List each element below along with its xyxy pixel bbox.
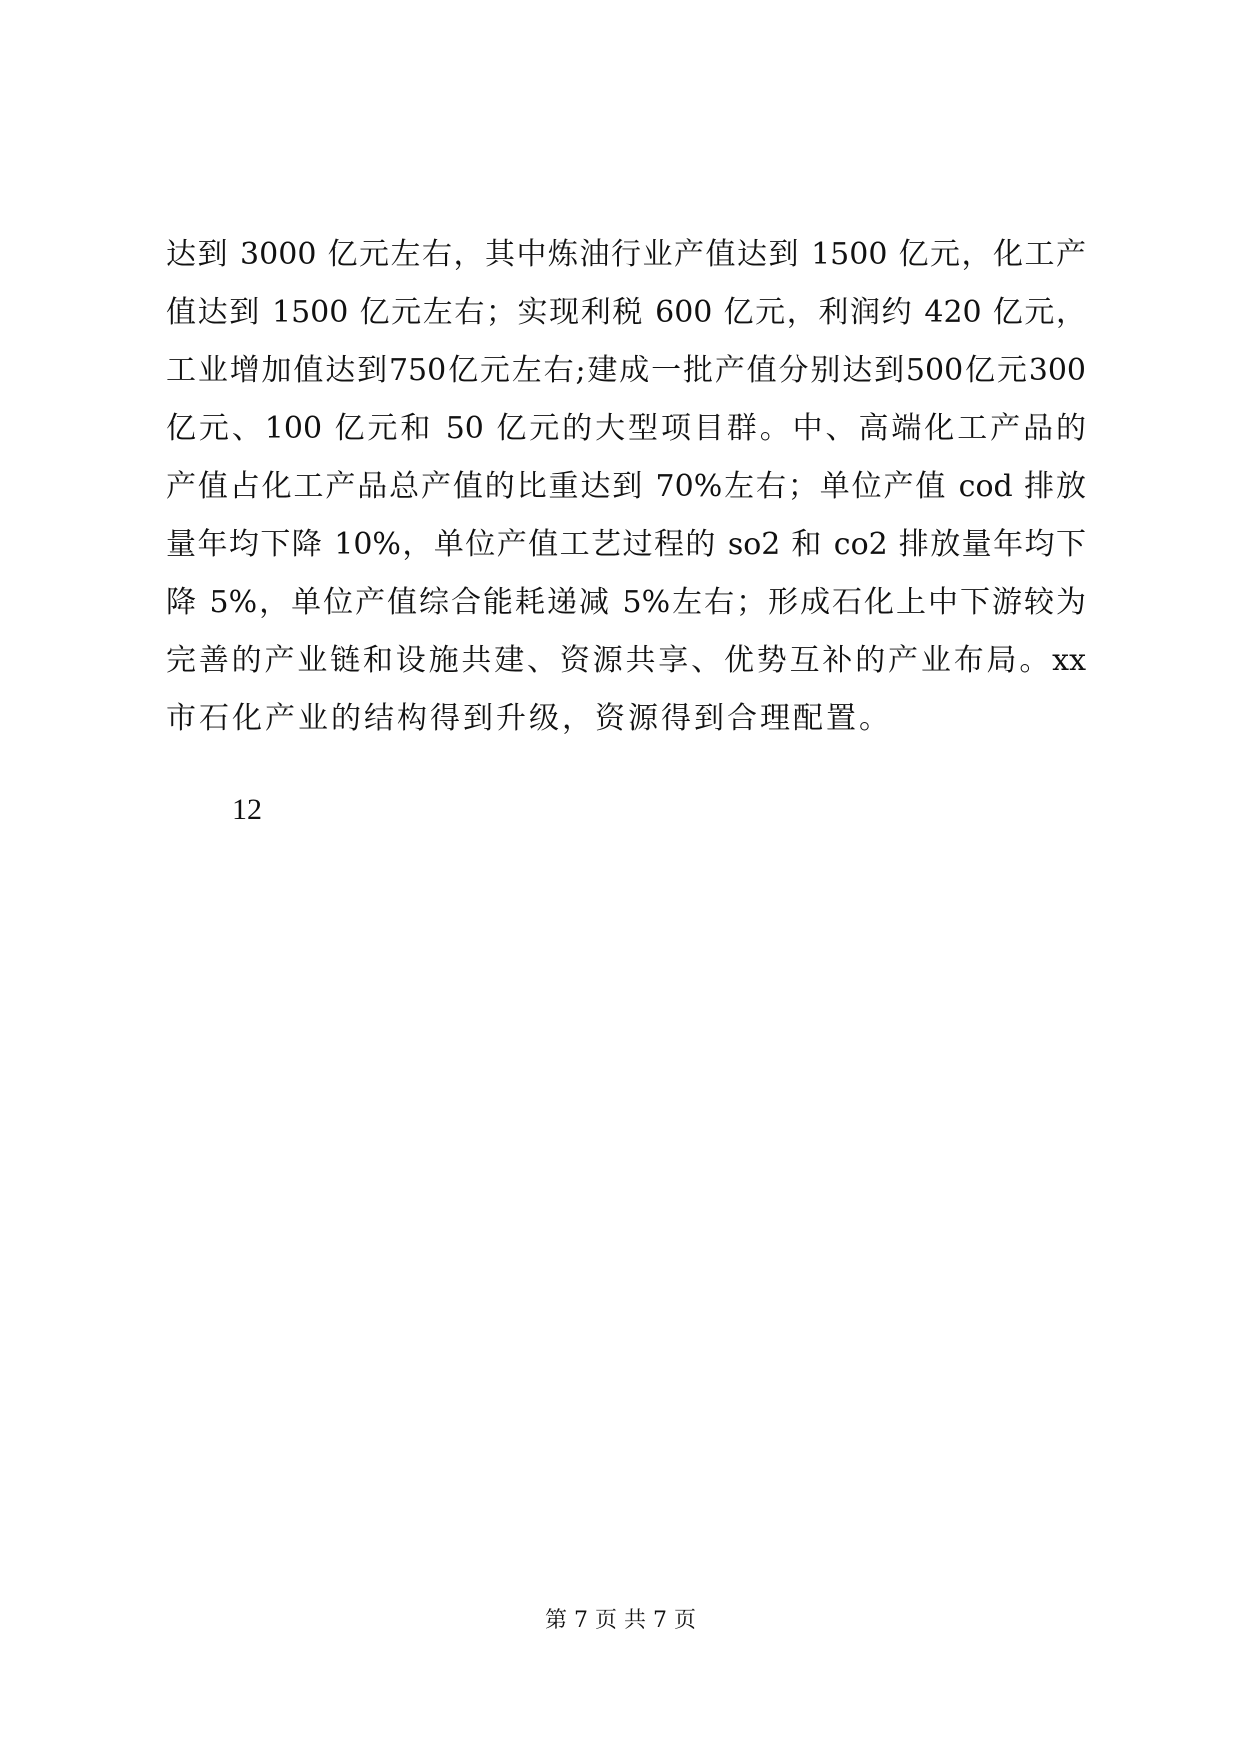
text-line: 工业增加值达到750亿元左右;建成一批产值分别达到500亿元300 [166,353,1086,388]
text-line: 值达到 1500 亿元左右；实现利税 600 亿元，利润约 420 亿元， [166,295,1086,330]
text-line: 市石化产业的结构得到升级，资源得到合理配置。 [166,701,892,736]
text-line: 达到 3000 亿元左右，其中炼油行业产值达到 1500 亿元，化工产 [166,237,1086,272]
inline-page-number: 12 [232,793,262,826]
page-footer: 第 7 页 共 7 页 [545,1608,696,1633]
text-line: 量年均下降 10%，单位产值工艺过程的 so2 和 co2 排放量年均下 [166,527,1086,562]
text-line: 产值占化工产品总产值的比重达到 70%左右；单位产值 cod 排放 [166,469,1086,504]
text-line: 亿元、100 亿元和 50 亿元的大型项目群。中、高端化工产品的 [166,411,1086,446]
text-line: 降 5%，单位产值综合能耗递减 5%左右；形成石化上中下游较为 [166,585,1086,620]
body-paragraph [166,226,1086,748]
text-line: 完善的产业链和设施共建、资源共享、优势互补的产业布局。xx [166,643,1086,678]
